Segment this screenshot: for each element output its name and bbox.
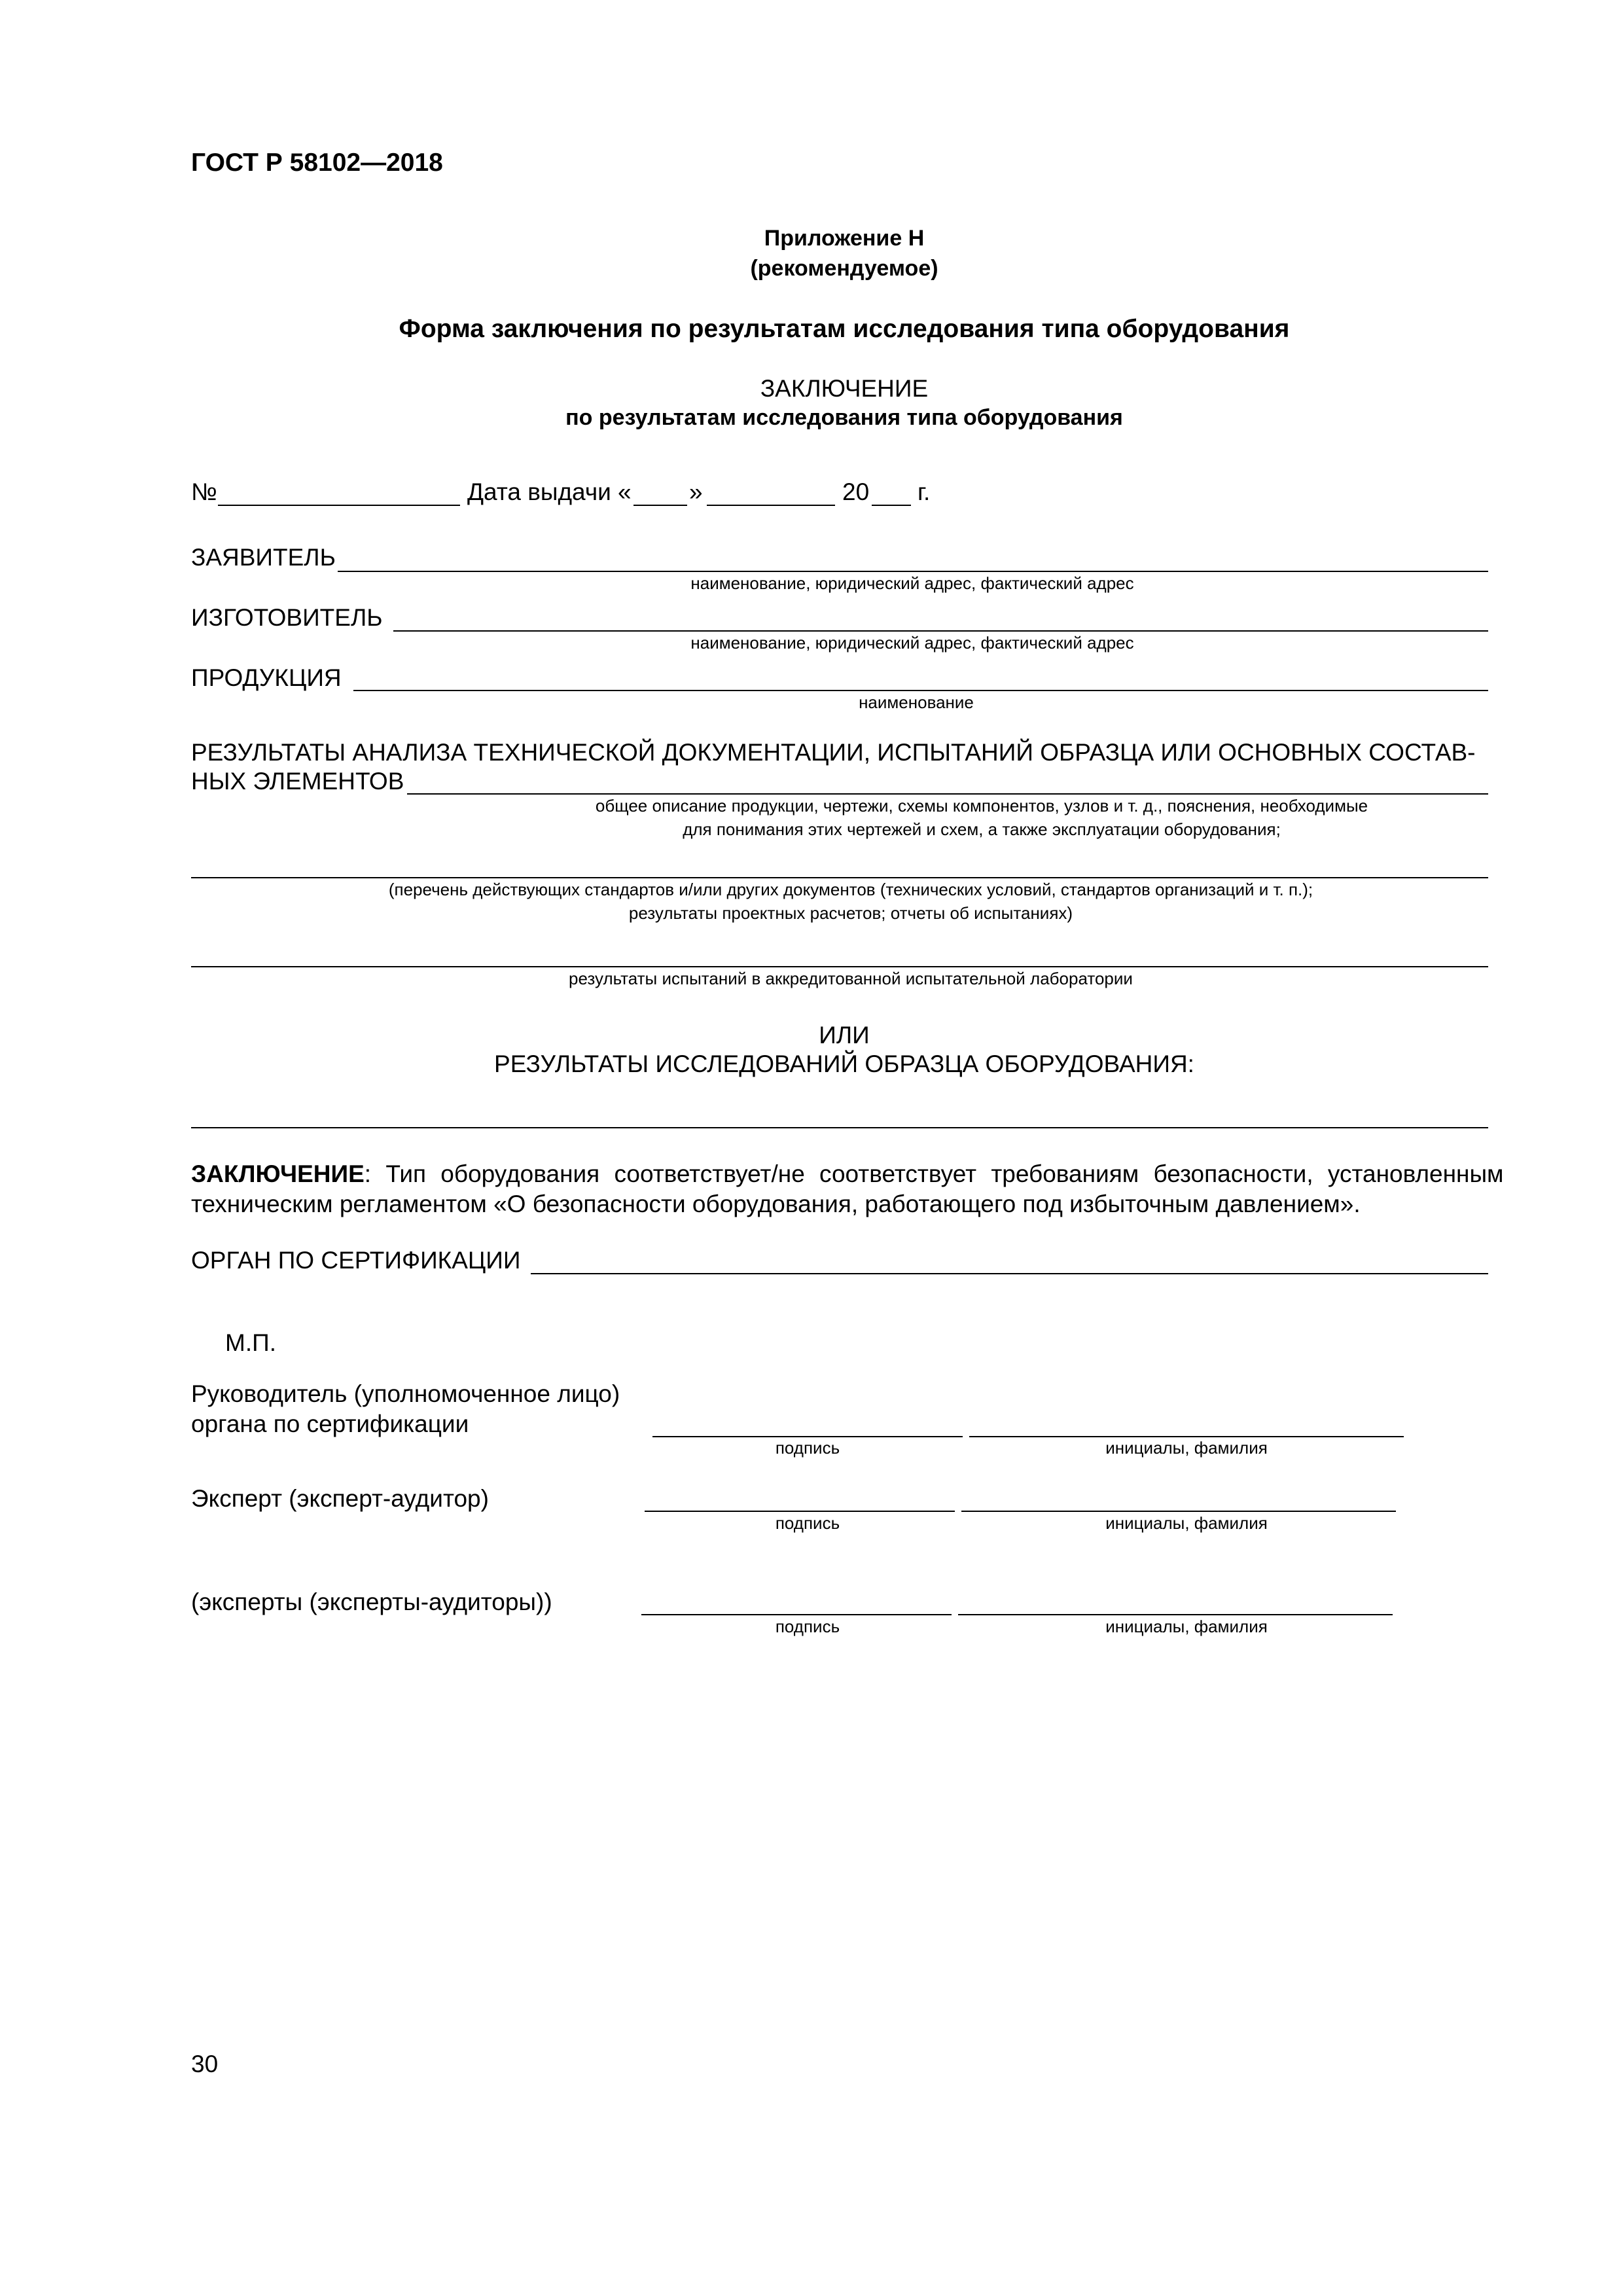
manufacturer-label: ИЗГОТОВИТЕЛЬ — [191, 604, 383, 631]
year-prefix: 20 — [842, 478, 870, 505]
expert-name-hint: инициалы, фамилия — [1105, 1513, 1268, 1533]
head-role-line2: органа по сертификации — [191, 1410, 469, 1437]
head-signature-line[interactable] — [652, 1436, 963, 1437]
day-input-line[interactable] — [633, 505, 687, 506]
expert-signature-hint: подпись — [775, 1513, 840, 1533]
results-hint3: результаты испытаний в аккредитованной испытательной лаборатории — [569, 969, 1133, 988]
results-input-line-2[interactable] — [191, 877, 1488, 878]
date-quote-close: » — [689, 478, 703, 505]
results-heading-line1: РЕЗУЛЬТАТЫ АНАЛИЗА ТЕХНИЧЕСКОЙ ДОКУМЕНТАЦИИ, ИСПЫТАНИЙ ОБРАЗЦА ИЛИ ОСНОВНЫХ СОСТАВ- — [191, 739, 1476, 766]
experts-signature-line[interactable] — [641, 1614, 952, 1615]
applicant-hint: наименование, юридический адрес, фактический адрес — [690, 573, 1134, 593]
month-input-line[interactable] — [707, 505, 835, 506]
head-name-line[interactable] — [969, 1436, 1404, 1437]
results-hint2-line2: результаты проектных расчетов; отчеты об испытаниях) — [628, 903, 1073, 923]
experts-signature-hint: подпись — [775, 1617, 840, 1636]
page-number: 30 — [191, 2051, 219, 2077]
product-input-line[interactable] — [353, 690, 1488, 691]
head-signature-hint: подпись — [775, 1438, 840, 1458]
experts-name-line[interactable] — [958, 1614, 1393, 1615]
expert-role: Эксперт (эксперт-аудитор) — [191, 1485, 489, 1512]
certification-body-label: ОРГАН ПО СЕРТИФИКАЦИИ — [191, 1247, 521, 1274]
results-hint2-line1: (перечень действующих стандартов и/или других документов (технических условий, стандартов организаций и т. п.); — [388, 880, 1313, 899]
results-heading-line2: НЫХ ЭЛЕМЕНТОВ — [191, 768, 404, 795]
expert-signature-line[interactable] — [645, 1511, 955, 1512]
conclusion-text-line1: : Тип оборудования соответствует/не соответствует требованиям безопасности, установленным — [364, 1160, 1504, 1187]
or-label: ИЛИ — [819, 1022, 870, 1049]
results-input-line-3[interactable] — [191, 966, 1488, 967]
document-title: ЗАКЛЮЧЕНИЕ — [760, 375, 929, 402]
appendix-title: Приложение Н — [764, 226, 925, 251]
product-label: ПРОДУКЦИЯ — [191, 664, 342, 691]
conclusion-label: ЗАКЛЮЧЕНИЕ — [191, 1160, 365, 1187]
year-input-line[interactable] — [872, 505, 911, 506]
date-label: Дата выдачи « — [467, 478, 632, 505]
number-label: № — [191, 478, 217, 505]
sample-results-input-line[interactable] — [191, 1127, 1488, 1128]
results-hint1-line1: общее описание продукции, чертежи, схемы компонентов, узлов и т. д., пояснения, необходимые — [595, 796, 1368, 816]
experts-role: (эксперты (эксперты-аудиторы)) — [191, 1588, 552, 1615]
applicant-label: ЗАЯВИТЕЛЬ — [191, 544, 336, 571]
year-suffix: г. — [918, 478, 931, 505]
product-hint: наименование — [859, 692, 974, 712]
appendix-status: (рекомендуемое) — [750, 256, 938, 281]
stamp-placeholder: М.П. — [225, 1329, 276, 1356]
form-title: Форма заключения по результатам исследования типа оборудования — [399, 315, 1290, 343]
head-role-line1: Руководитель (уполномоченное лицо) — [191, 1380, 620, 1407]
experts-name-hint: инициалы, фамилия — [1105, 1617, 1268, 1636]
results-input-line-1[interactable] — [407, 793, 1488, 795]
head-name-hint: инициалы, фамилия — [1105, 1438, 1268, 1458]
applicant-input-line[interactable] — [338, 571, 1488, 572]
expert-name-line[interactable] — [961, 1511, 1396, 1512]
document-subtitle: по результатам исследования типа оборудования — [565, 405, 1123, 430]
number-input-line[interactable] — [218, 505, 460, 506]
results-hint1-line2: для понимания этих чертежей и схем, а также эксплуатации оборудования; — [683, 819, 1281, 839]
conclusion-line1 — [191, 1160, 1504, 1189]
manufacturer-hint: наименование, юридический адрес, фактический адрес — [690, 633, 1134, 653]
manufacturer-input-line[interactable] — [393, 630, 1488, 632]
sample-results-heading: РЕЗУЛЬТАТЫ ИССЛЕДОВАНИЙ ОБРАЗЦА ОБОРУДОВАНИЯ: — [494, 1050, 1194, 1077]
standard-number: ГОСТ Р 58102—2018 — [191, 149, 443, 177]
certification-body-input-line[interactable] — [531, 1273, 1488, 1274]
conclusion-line2: техническим регламентом «О безопасности оборудования, работающего под избыточным давлением». — [191, 1191, 1361, 1217]
